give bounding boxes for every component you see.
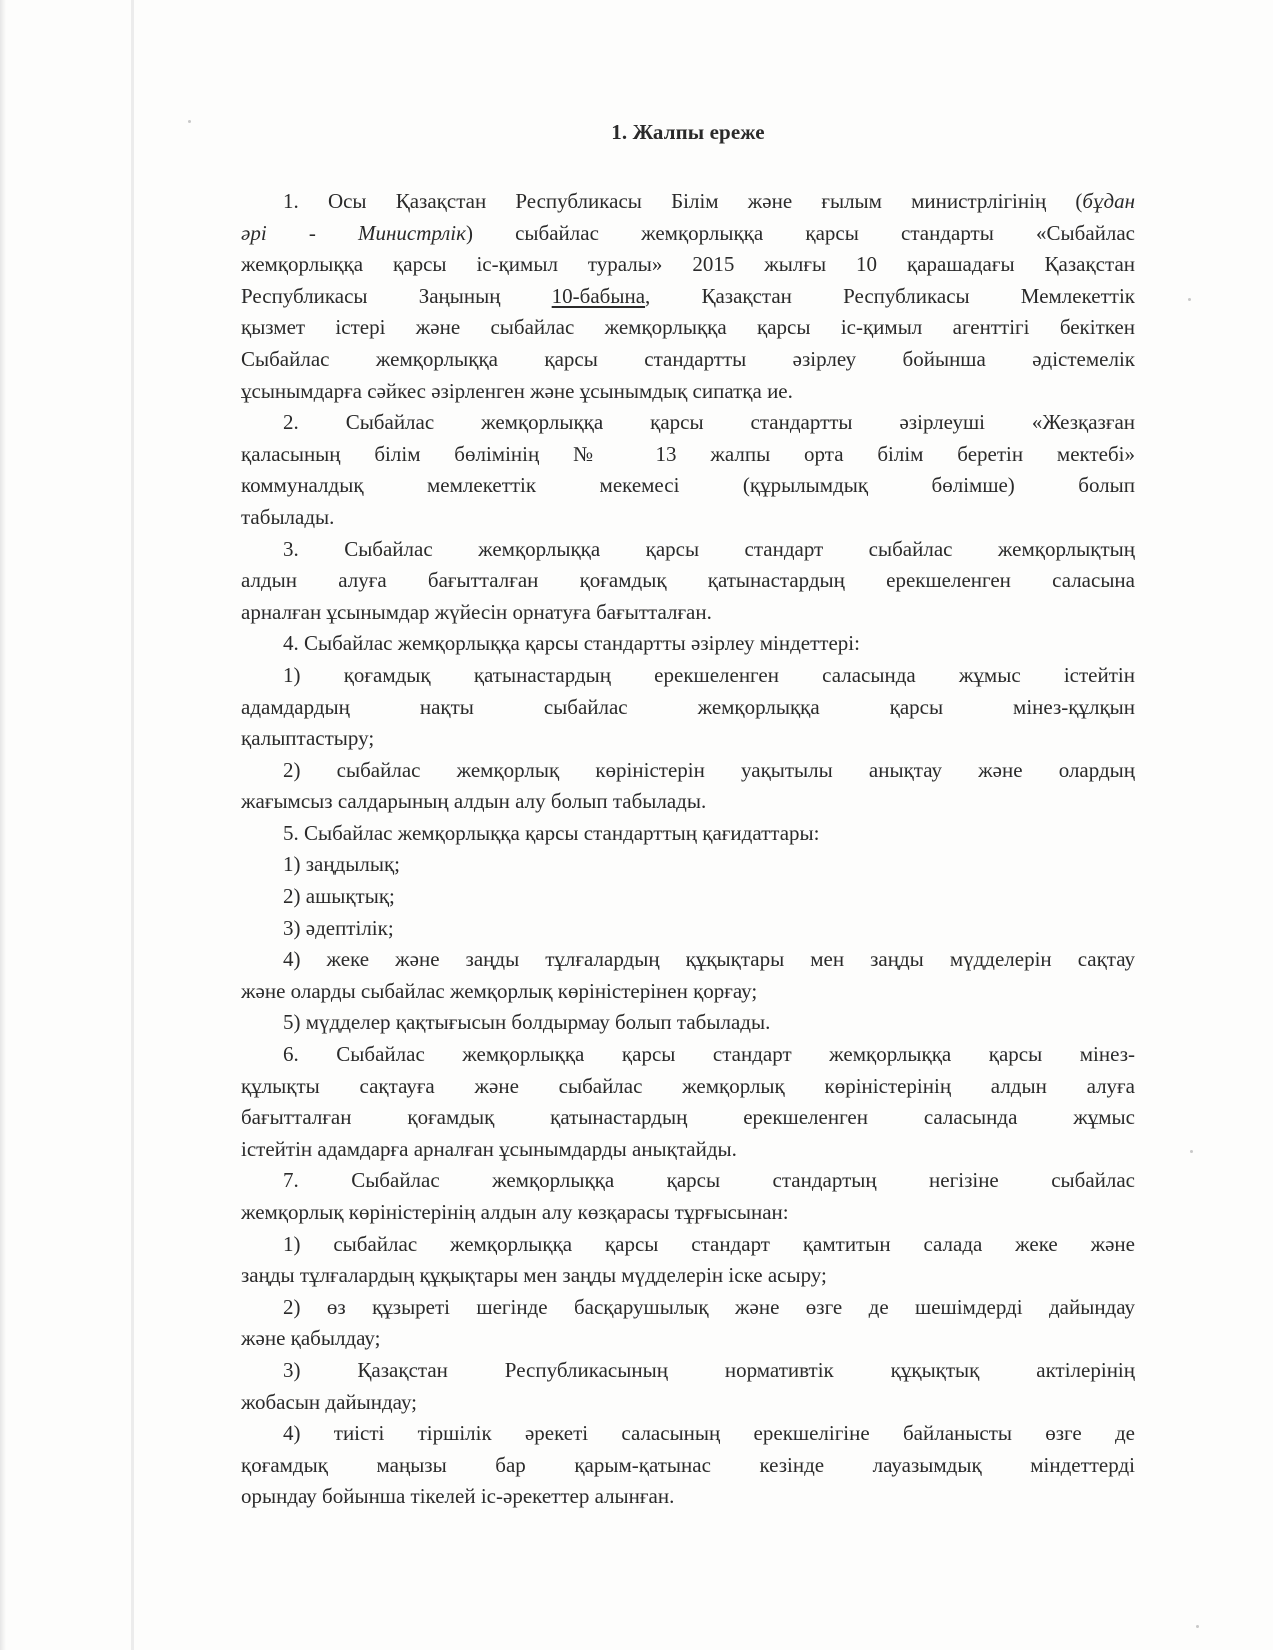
text-line: [241, 976, 1135, 1008]
text-segment: ұсынымдарға сәйкес әзірленген және ұсынымдық сипатқа ие.: [241, 378, 793, 403]
text-line: [241, 881, 1135, 913]
text-line: [241, 565, 1135, 597]
text-segment: адамдардың нақты сыбайлас жемқорлыққа қарсы мінез-құлқын: [241, 694, 1135, 719]
text-segment: орындау бойынша тікелей іс-әрекеттер алынған.: [241, 1484, 675, 1509]
text-line: [241, 1260, 1135, 1292]
text-segment: 2) ашықтық;: [283, 884, 395, 909]
document-body: [241, 186, 1135, 1513]
paragraph: [241, 407, 1135, 533]
text-segment: 1) заңдылық;: [283, 852, 401, 877]
paragraph: [241, 913, 1135, 945]
text-line: [241, 1481, 1135, 1513]
text-line: [241, 597, 1135, 629]
text-line: [241, 407, 1135, 439]
text-segment: 7. Сыбайлас жемқорлыққа қарсы стандартың негізіне сыбайлас: [283, 1168, 1135, 1193]
text-line: [241, 534, 1135, 566]
text-segment: 2) сыбайлас жемқорлық көріністерін уақытылы анықтау және олардың: [283, 757, 1135, 782]
text-line: [241, 692, 1135, 724]
text-line: [241, 312, 1135, 344]
law-article-reference: 10-бабына: [551, 283, 646, 308]
text-segment: коммуналдық мемлекеттік мекемесі (құрылымдық бөлімше) болып: [241, 473, 1135, 498]
paragraph: [241, 755, 1135, 818]
text-line: [241, 1292, 1135, 1324]
text-segment: 1) сыбайлас жемқорлыққа қарсы стандарт қамтитын салада жеке және: [283, 1231, 1135, 1256]
text-segment: Сыбайлас жемқорлыққа қарсы стандартты әзірлеу бойынша әдістемелік: [241, 346, 1135, 371]
text-line: [241, 1355, 1135, 1387]
paragraph: [241, 1292, 1135, 1355]
text-segment: 3) әдептілік;: [283, 915, 394, 940]
text-line: [241, 755, 1135, 787]
text-line: [241, 660, 1135, 692]
text-segment: 4) жеке және заңды тұлғалардың құқықтары мен заңды мүдделерін сақтау: [283, 947, 1135, 972]
document-page: [241, 118, 1135, 1513]
text-segment: табылады.: [241, 504, 335, 529]
text-segment: 4) тиісті тіршілік әрекеті саласының ерекшелігіне байланысты өзге де: [283, 1421, 1135, 1446]
text-line: [241, 376, 1135, 408]
text-segment: жемқорлық көріністерінің алдын алу көзқарасы тұрғысынан:: [241, 1200, 789, 1224]
text-line: [241, 849, 1135, 881]
text-line: [241, 1229, 1135, 1261]
text-segment: ) сыбайлас жемқорлыққа қарсы стандарты «Сыбайлас: [465, 220, 1135, 245]
text-segment: және қабылдау;: [241, 1326, 381, 1351]
text-segment: алдын алуға бағытталған қоғамдық қатынастардың ерекшеленген саласына: [241, 568, 1135, 593]
text-segment: Республикасы Заңының: [241, 283, 552, 308]
text-segment: құлықты сақтауға және сыбайлас жемқорлық көріністерінің алдын алуға: [241, 1073, 1135, 1098]
text-line: [241, 1387, 1135, 1419]
text-segment: жемқорлыққа қарсы іс-қимыл туралы» 2015 жылғы 10 қарашадағы Қазақстан: [241, 252, 1135, 277]
text-segment: қалыптастыру;: [241, 726, 375, 751]
text-segment: 5) мүдделер қақтығысын болдырмау болып табылады.: [283, 1010, 771, 1035]
text-segment: және оларды сыбайлас жемқорлық көріністерінен қорғау;: [241, 978, 758, 1003]
text-segment: 3) Қазақстан Республикасының нормативтік құқықтық актілерінің: [283, 1357, 1135, 1382]
paragraph: [241, 1355, 1135, 1418]
text-line: [241, 344, 1135, 376]
text-line: [241, 1007, 1135, 1039]
text-line: [241, 723, 1135, 755]
text-line: [241, 281, 1135, 313]
scan-speck: [188, 120, 191, 123]
scan-artifact-line: [131, 0, 134, 1650]
text-line: [241, 1165, 1135, 1197]
text-line: [241, 1323, 1135, 1355]
scan-speck: [1188, 298, 1191, 301]
paragraph: [241, 186, 1135, 407]
paragraph: [241, 1165, 1135, 1228]
text-line: [241, 439, 1135, 471]
text-line: [241, 1102, 1135, 1134]
text-segment: 5. Сыбайлас жемқорлыққа қарсы стандарттың қағидаттары:: [283, 820, 820, 845]
paragraph: [241, 1229, 1135, 1292]
text-line: [241, 1134, 1135, 1166]
text-segment: 1) қоғамдық қатынастардың ерекшеленген саласында жұмыс істейтін: [283, 662, 1135, 687]
text-line: [241, 818, 1135, 850]
text-line: [241, 502, 1135, 534]
text-line: [241, 1197, 1135, 1229]
scan-edge-shadow: [0, 0, 6, 1650]
text-segment: 1. Осы Қазақстан Республикасы Білім және ғылым министрлігінің (: [283, 189, 1083, 213]
text-line: [241, 218, 1135, 250]
text-line: [241, 1418, 1135, 1450]
paragraph: [241, 534, 1135, 629]
text-segment: жобасын дайындау;: [241, 1389, 417, 1414]
text-line: [241, 186, 1135, 218]
text-segment: қаласының білім бөлімінің № 13 жалпы орта білім беретін мектебі»: [241, 441, 1135, 466]
text-segment: 6. Сыбайлас жемқорлыққа қарсы стандарт жемқорлыққа қарсы мінез-: [283, 1042, 1135, 1067]
text-segment: қызмет істері және сыбайлас жемқорлыққа қарсы іс-қимыл агенттігі бекіткен: [241, 315, 1135, 340]
scan-speck: [1190, 1150, 1193, 1153]
text-segment: арналған ұсынымдар жүйесін орнатуға бағытталған.: [241, 599, 712, 624]
text-line: [241, 628, 1135, 660]
italic-text: бұдан: [1082, 189, 1135, 213]
text-segment: 4. Сыбайлас жемқорлыққа қарсы стандартты әзірлеу міндеттері:: [283, 631, 860, 656]
text-segment: 3. Сыбайлас жемқорлыққа қарсы стандарт сыбайлас жемқорлықтың: [283, 536, 1135, 561]
text-segment: 2) өз құзыреті шегінде басқарушылық және өзге де шешімдерді дайындау: [283, 1294, 1135, 1319]
paragraph: [241, 628, 1135, 660]
text-segment: бағытталған қоғамдық қатынастардың ерекшеленген саласында жұмыс: [241, 1105, 1135, 1130]
text-line: [241, 249, 1135, 281]
text-segment: істейтін адамдарға арналған ұсынымдарды анықтайды.: [241, 1136, 737, 1161]
text-line: [241, 1071, 1135, 1103]
paragraph: [241, 1007, 1135, 1039]
paragraph: [241, 1418, 1135, 1513]
text-segment: жағымсыз салдарының алдын алу болып табылады.: [241, 789, 707, 814]
paragraph: [241, 818, 1135, 850]
paragraph: [241, 944, 1135, 1007]
text-line: [241, 1450, 1135, 1482]
text-segment: қоғамдық маңызы бар қарым-қатынас кезінде лауазымдық міндеттерді: [241, 1452, 1135, 1477]
text-line: [241, 786, 1135, 818]
paragraph: [241, 849, 1135, 881]
paragraph: [241, 1039, 1135, 1165]
text-line: [241, 470, 1135, 502]
paragraph: [241, 660, 1135, 755]
text-segment: заңды тұлғалардың құқықтары мен заңды мүдделерін іске асыру;: [241, 1263, 827, 1288]
text-line: [241, 1039, 1135, 1071]
text-line: [241, 913, 1135, 945]
text-segment: , Қазақстан Республикасы Мемлекеттік: [645, 283, 1135, 308]
scan-speck: [1196, 1625, 1199, 1628]
section-title: 1. Жалпы ереже: [611, 120, 765, 144]
italic-text: әрі - Министрлік: [241, 220, 466, 245]
text-segment: 2. Сыбайлас жемқорлыққа қарсы стандартты әзірлеуші «Жезқазған: [283, 410, 1135, 435]
paragraph: [241, 881, 1135, 913]
text-line: [241, 944, 1135, 976]
